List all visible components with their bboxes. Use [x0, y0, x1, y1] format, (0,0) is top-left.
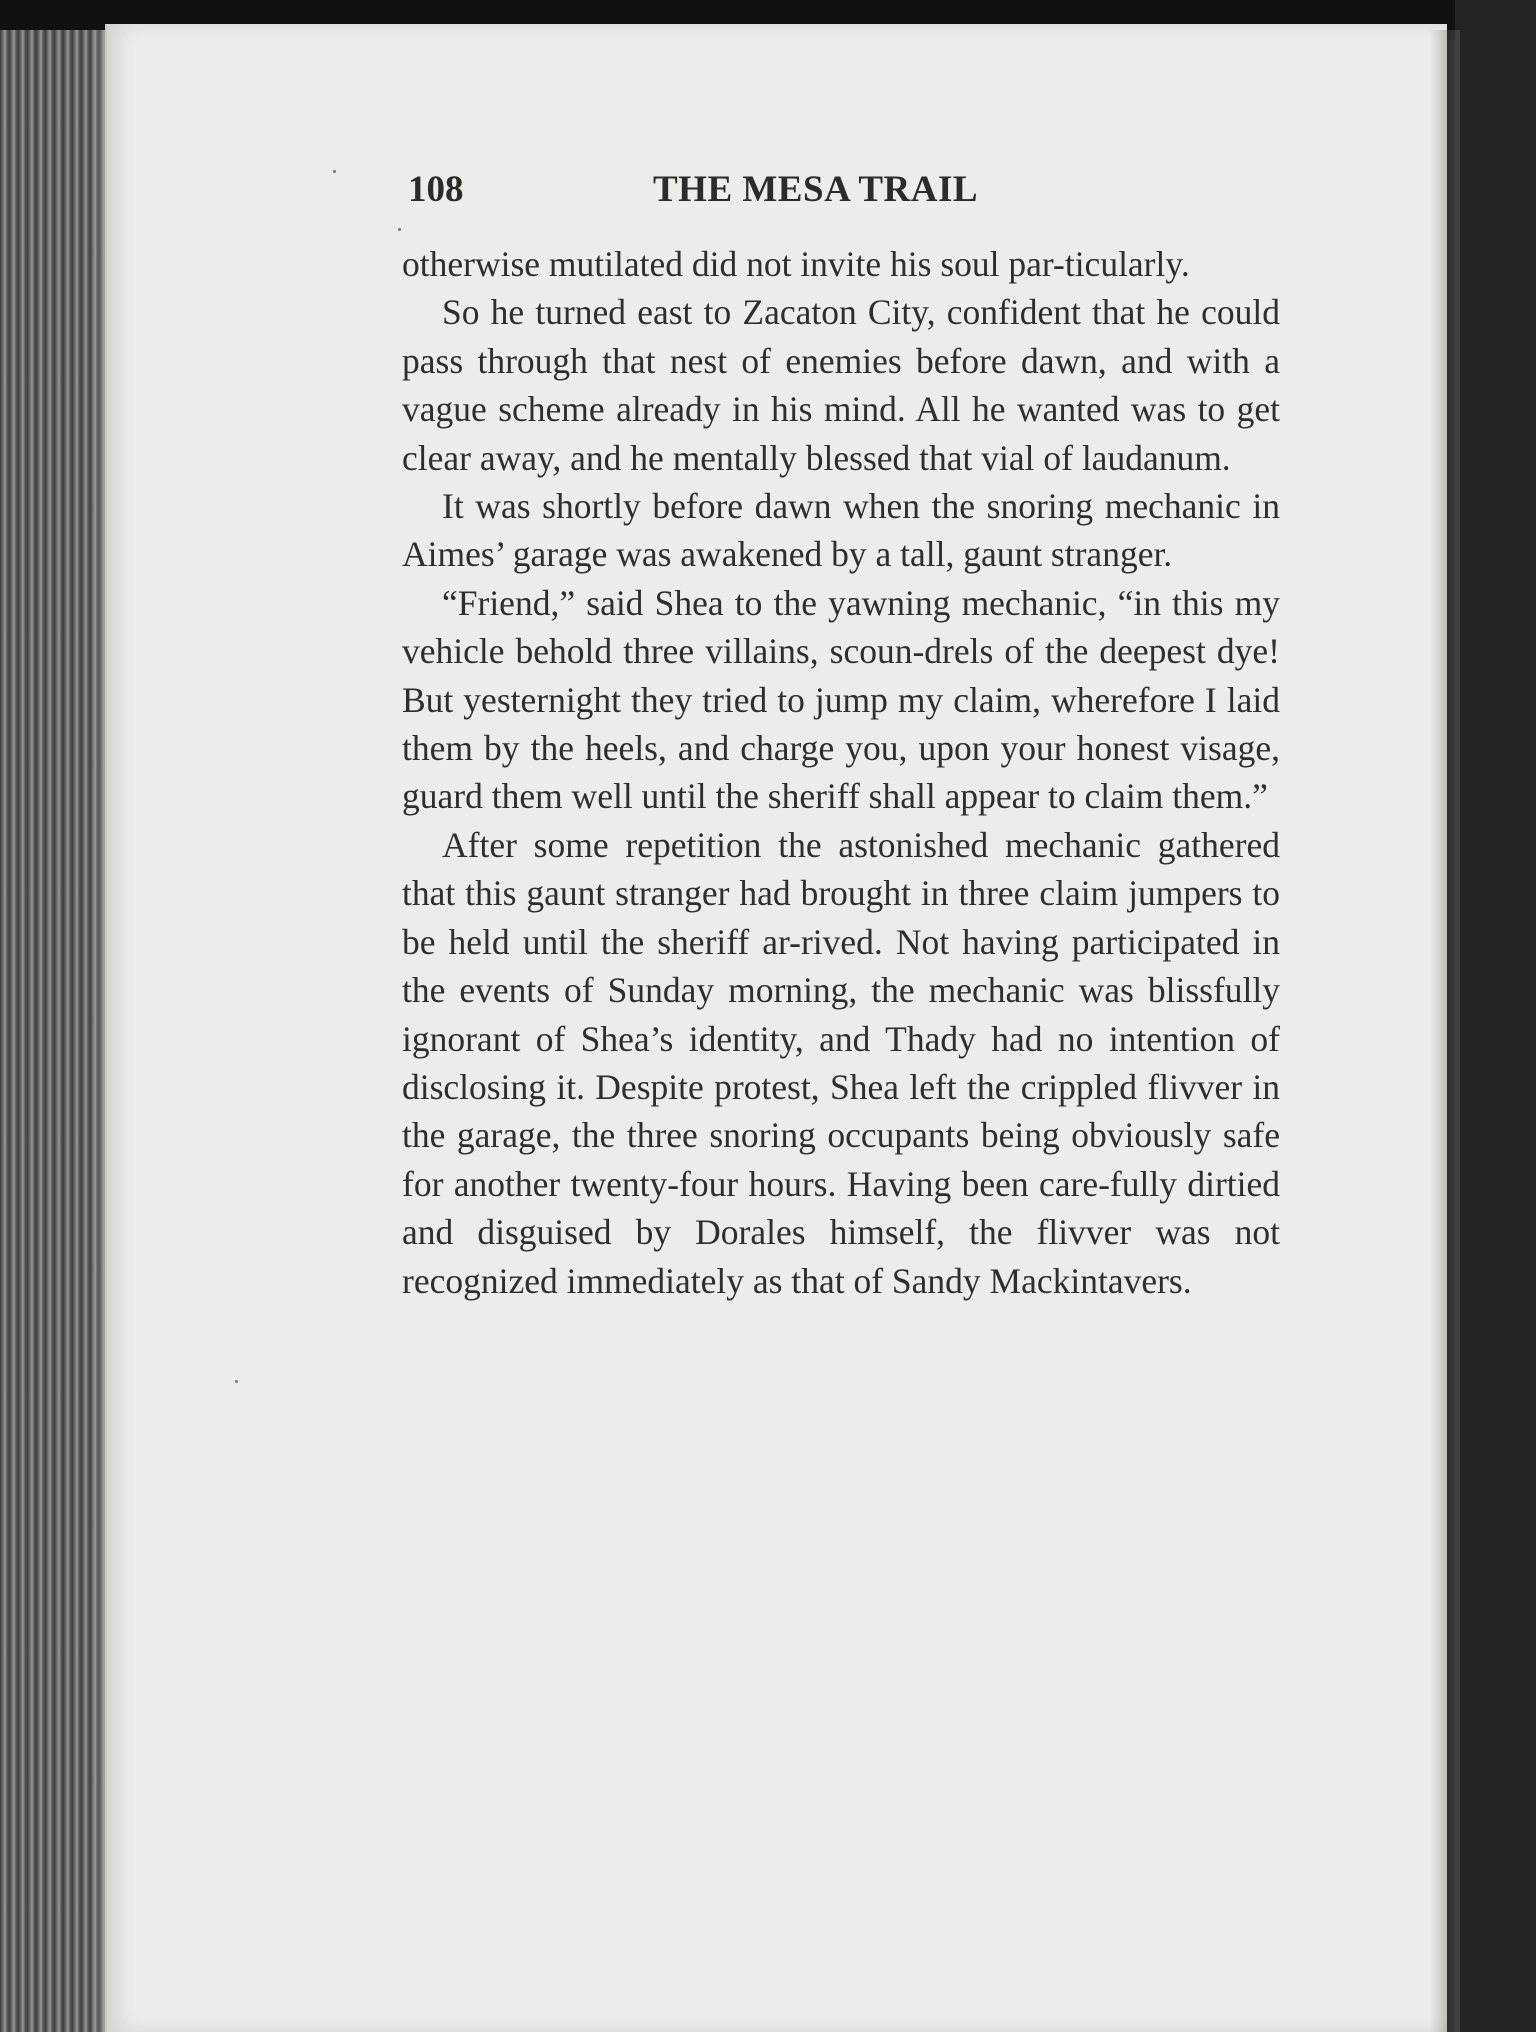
paper-speck — [398, 228, 401, 231]
paper-speck — [235, 1380, 238, 1383]
page-header — [408, 168, 1044, 224]
page-number: 108 — [408, 169, 464, 210]
paper-speck — [333, 170, 336, 173]
page-gutter-shadow — [1430, 30, 1460, 2032]
paragraph: After some repetition the astonished mechanic gathered that this gaunt stranger had brought in three claim jumpers to be held until the sheriff ar-rived. Not having participated in the events of Sunday morning, the mechanic was blissfully ignorant of Shea’s identity, and Thady had no intention of disclosing it. Despite protest, Shea left the crippled flivver in the garage, the three snoring occupants being obviously safe for another twenty-four hours. Having been care-fully dirtied and disguised by Dorales himself, the flivver was not recognized immediately as that of Sandy Mackintavers. — [402, 824, 1280, 1301]
paragraph: So he turned east to Zacaton City, confident that he could pass through that nest of enemies before dawn, and with a vague scheme already in his mind. All he wanted was to get clear away, and he mentally blessed that vial of laudanum. — [402, 292, 1280, 478]
paragraph: “Friend,” said Shea to the yawning mechanic, “in this my vehicle behold three villains, scoun-drels of the deepest dye! But yesternight they tried to jump my claim, wherefore I laid them by the heels, and charge you, upon your honest visage, guard them well until the sheriff shall appear to claim them.” — [402, 582, 1280, 817]
paragraph: It was shortly before dawn when the snoring mechanic in Aimes’ garage was awakened by a tall, gaunt stranger. — [402, 486, 1280, 575]
scan-right-border — [1455, 0, 1536, 2032]
running-title: THE MESA TRAIL — [653, 169, 979, 210]
body-text — [402, 240, 1280, 1305]
paragraph: otherwise mutilated did not invite his soul par-ticularly. — [402, 244, 1190, 284]
